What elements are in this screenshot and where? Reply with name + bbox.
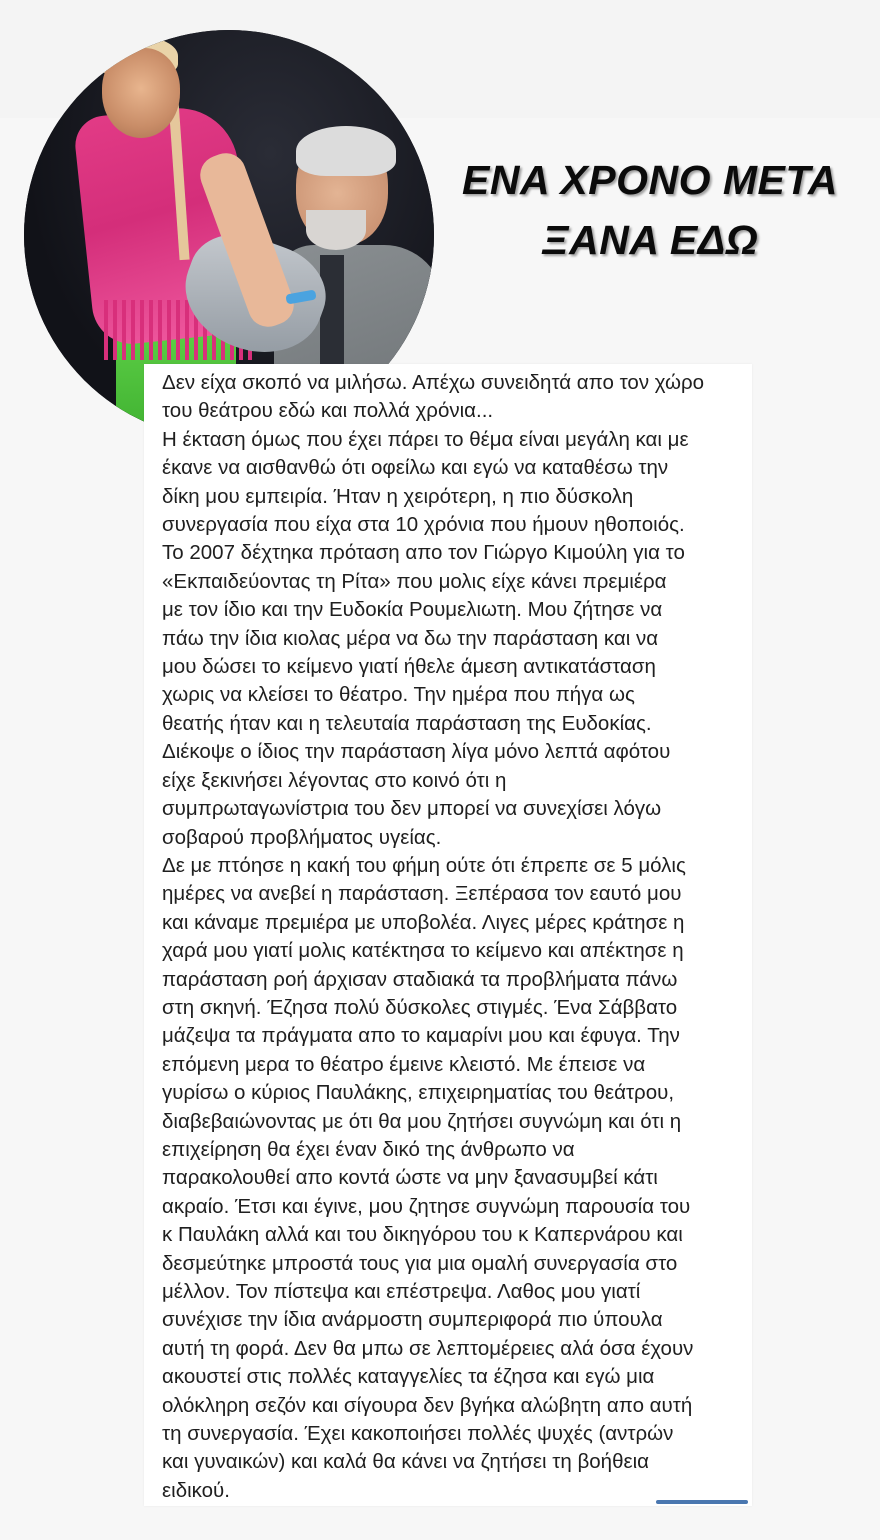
post-text-line: ακραίο. Έτσι και έγινε, μου ζητησε συγνώμη παρουσία του — [162, 1194, 691, 1218]
post-text-line: Διέκοψε ο ίδιος την παράσταση λίγα μόνο λεπτά αφότου — [162, 740, 671, 764]
post-text-line: συμπρωταγωνίστρια του δεν μπορεί να συνεχίσει λόγω — [162, 797, 662, 821]
post-text-line: πάω την ίδια κιολας μέρα να δω την παράσταση και να — [162, 626, 659, 650]
post-text-line: και γυναικών) και καλά θα κάνει να ζητήσει τη βοήθεια — [162, 1450, 650, 1474]
post-text-line: επόμενη μερα το θέατρο έμεινε κλειστό. Με έπεισε να — [162, 1052, 646, 1076]
post-text-line: Δε με πτόησε η κακή του φήμη ούτε ότι έπρεπε σε 5 μόλις — [162, 853, 686, 877]
post-text-line: και κάναμε πρεμιέρα με υποβολέα. Λιγες μέρες κράτησε η — [162, 910, 685, 934]
post-text-line: αυτή τη φορά. Δεν θα μπω σε λεπτομέρειες αλά όσα έχουν — [162, 1336, 694, 1360]
post-text — [162, 369, 752, 1505]
post-text-line: κ Παυλάκη αλλά και του δικηγόρου του κ Καπερνάρου και — [162, 1223, 683, 1247]
post-text-line: του θεάτρου εδώ και πολλά χρόνια... — [162, 399, 494, 423]
post-text-line: δίκη μου εμπειρία. Ήταν η χειρότερη, η πιο δύσκολη — [162, 484, 634, 508]
post-text-line: Το 2007 δέχτηκα πρόταση απο τον Γιώργο Κιμούλη για το — [162, 541, 685, 565]
headline — [438, 150, 862, 270]
post-text-line: τη συνεργασία. Έχει κακοποιήσει πολλές ψυχές (αντρών — [162, 1422, 674, 1446]
woman-head — [102, 48, 180, 138]
post-text-line: είχε ξεκινήσει λέγοντας στο κοινό ότι η — [162, 768, 507, 792]
post-text-line: γυρίσω ο κύριος Παυλάκης, επιχειρηματίας του θεάτρου, — [162, 1081, 675, 1105]
post-text-line: μου δώσει το κείμενο γιατί ήθελε άμεση αντικατάσταση — [162, 655, 656, 679]
post-text-line: χωρις να κλείσει το θέατρο. Την ημέρα που πήγα ως — [162, 683, 635, 707]
headline-line-2: ΞΑΝΑ ΕΔΩ — [541, 217, 759, 263]
post-text-line: παράσταση ροή άρχισαν σταδιακά τα προβλήματα πάνω — [162, 967, 678, 991]
post-text-line: παρακολουθεί απο κοντά ώστε να μην ξανασυμβεί κάτι — [162, 1166, 658, 1190]
post-text-line: Δεν είχα σκοπό να μιλήσω. Απέχω συνειδητά απο τον χώρο — [162, 371, 705, 394]
post-text-line: συνέχισε την ίδια ανάρμοστη συμπεριφορά πιο ύπουλα — [162, 1308, 663, 1332]
post-text-line: στη σκηνή. Έζησα πολύ δύσκολες στιγμές. Ένα Σάββατο — [162, 995, 678, 1019]
man-beard — [306, 210, 366, 250]
man-hair — [296, 126, 396, 176]
post-text-line: ολόκληρη σεζόν και σίγουρα δεν βγήκα αλώβητη απο αυτή — [162, 1393, 693, 1417]
post-text-line: ακουστεί στις πολλές καταγγελίες τα έζησα και εγώ μια — [162, 1365, 655, 1389]
post-text-line: ημέρες να ανεβεί η παράσταση. Ξεπέρασα τον εαυτό μου — [162, 882, 682, 906]
post-text-line: μάζεψα τα πράγματα απο το καμαρίνι μου και έφυγα. Την — [162, 1024, 680, 1048]
post-text-line: «Εκπαιδεύοντας τη Ρίτα» που μολις είχε κάνει πρεμιέρα — [162, 569, 667, 593]
post-text-line: διαβεβαιώνοντας με ότι θα μου ζητήσει συγνώμη και ότι η — [162, 1109, 682, 1133]
headline-line-1: ΕΝΑ ΧΡΟΝΟ ΜΕΤΑ — [461, 157, 839, 203]
scroll-indicator-bar — [656, 1500, 748, 1504]
post-text-line: έκανε να αισθανθώ ότι οφείλω και εγώ να καταθέσω την — [162, 456, 669, 480]
post-text-line: ειδικού. — [162, 1478, 230, 1502]
post-text-line: χαρά μου γιατί μολις κατέκτησα το κείμενο και απέκτησε η — [162, 939, 684, 963]
post-text-line: δεσμεύτηκε μπροστά τους για μια ομαλή συνεργασία στο — [162, 1251, 678, 1275]
post-text-line: θεατής ήταν και η τελευταία παράσταση της Ευδοκίας. — [162, 711, 652, 735]
post-text-line: Η έκταση όμως που έχει πάρει το θέμα είναι μεγάλη και με — [162, 427, 689, 451]
post-text-line: με τον ίδιο και την Ευδοκία Ρουμελιωτη. Μου ζήτησε να — [162, 598, 663, 622]
post-text-line: επιχείρηση θα έχει έναν δικό της άνθρωπο να — [162, 1137, 575, 1161]
post-text-line: σοβαρού προβλήματος υγείας. — [162, 825, 442, 849]
post-text-line: μέλλον. Τον πίστεψα και επέστρεψα. Λαθος μου γιατί — [162, 1280, 641, 1303]
post-text-line: συνεργασία που είχα στα 10 χρόνια που ήμουν ηθοποιός. — [162, 513, 685, 537]
